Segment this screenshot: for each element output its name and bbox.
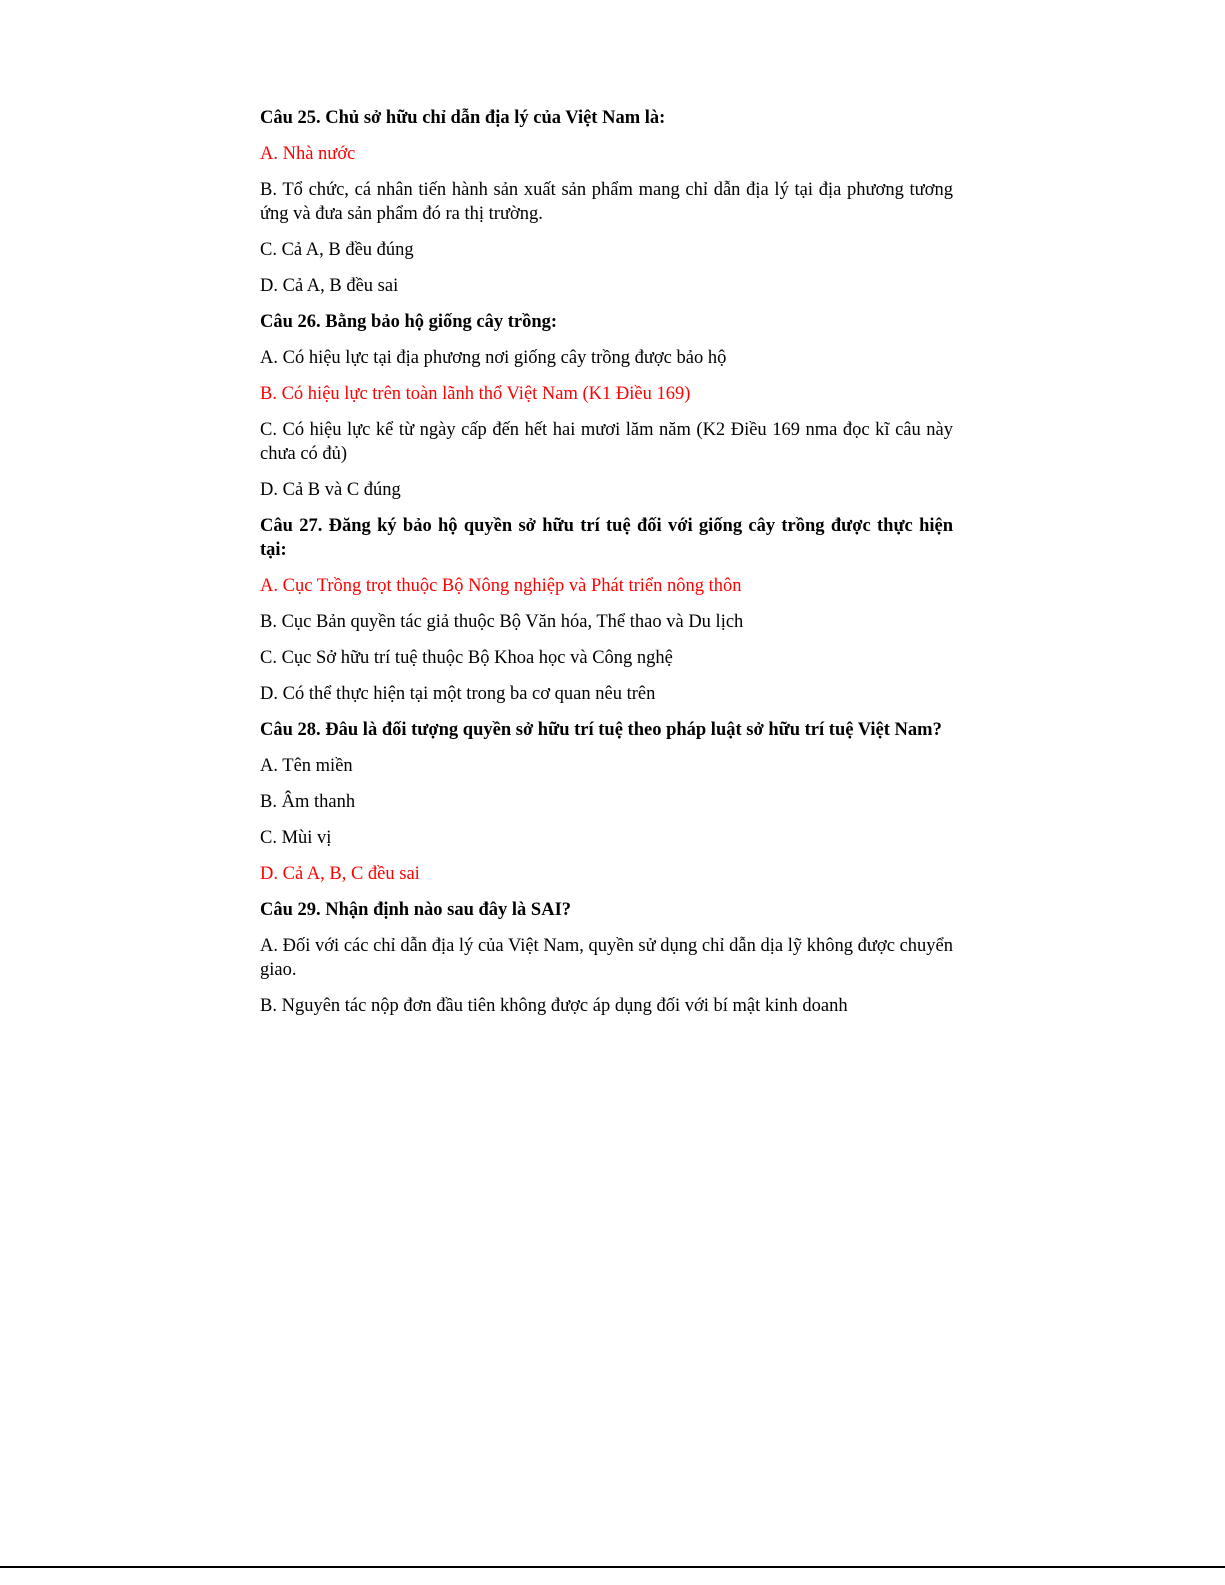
question-title: Câu 29. Nhận định nào sau đây là SAI?	[260, 900, 572, 920]
question-title: Câu 27. Đăng ký bảo hộ quyền sở hữu trí tuệ đối với giống cây trồng được thực hiện tại:	[260, 516, 953, 560]
answer-option: C. Cả A, B đều đúng	[260, 240, 414, 260]
answer-option: D. Cả B và C đúng	[260, 480, 401, 500]
question-title: Câu 25. Chủ sở hữu chỉ dẫn địa lý của Việt Nam là:	[260, 108, 666, 128]
answer-option: D. Cả A, B đều sai	[260, 276, 399, 296]
answer-option: B. Âm thanh	[260, 792, 356, 812]
answer-option-correct: A. Cục Trồng trọt thuộc Bộ Nông nghiệp và Phát triển nông thôn	[260, 576, 742, 596]
question-title: Câu 26. Bằng bảo hộ giống cây trồng:	[260, 312, 558, 332]
document-content	[260, 106, 953, 1030]
page-bottom-border	[0, 1566, 1225, 1568]
question-title: Câu 28. Đâu là đối tượng quyền sở hữu trí tuệ theo pháp luật sở hữu trí tuệ Việt Nam?	[260, 720, 942, 740]
answer-option-correct: D. Cả A, B, C đều sai	[260, 864, 420, 884]
answer-option: C. Có hiệu lực kể từ ngày cấp đến hết hai mươi lăm năm (K2 Điều 169 nma đọc kĩ câu này chưa có đủ)	[260, 420, 953, 464]
answer-option: A. Đối với các chỉ dẫn địa lý của Việt Nam, quyền sử dụng chỉ dẫn dịa lỹ không được chuyển giao.	[260, 936, 953, 980]
answer-option: B. Nguyên tác nộp đơn đầu tiên không được áp dụng đối với bí mật kinh doanh	[260, 996, 848, 1016]
answer-option-correct: A. Nhà nước	[260, 144, 356, 164]
answer-option: C. Mùi vị	[260, 828, 332, 848]
answer-option: B. Cục Bản quyền tác giả thuộc Bộ Văn hóa, Thể thao và Du lịch	[260, 612, 744, 632]
answer-option-correct: B. Có hiệu lực trên toàn lãnh thổ Việt Nam (K1 Điều 169)	[260, 384, 691, 404]
answer-option: C. Cục Sở hữu trí tuệ thuộc Bộ Khoa học và Công nghệ	[260, 648, 673, 668]
answer-option: B. Tổ chức, cá nhân tiến hành sản xuất sản phẩm mang chỉ dẫn địa lý tại địa phương tương ứng và đưa sản phẩm đó ra thị trường.	[260, 180, 953, 224]
answer-option: A. Có hiệu lực tại địa phương nơi giống cây trồng được bảo hộ	[260, 348, 727, 368]
answer-option: D. Có thể thực hiện tại một trong ba cơ quan nêu trên	[260, 684, 656, 704]
answer-option: A. Tên miền	[260, 756, 353, 776]
